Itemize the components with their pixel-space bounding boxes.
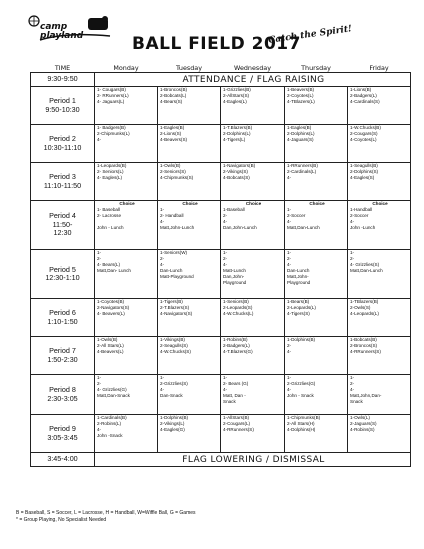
assignment-line: 4-Bobcats(S) (223, 175, 250, 180)
assignment-line: 2-T.Blazers(S) (160, 305, 190, 310)
period-row (31, 163, 411, 201)
assignment-line: John -Lunch (350, 225, 376, 230)
column-header-time: TIME (54, 64, 71, 72)
schedule-cell (95, 375, 158, 415)
period-time-line: Period 9 (49, 424, 76, 433)
period-row (31, 201, 411, 250)
period-time-line: Period 8 (49, 385, 76, 394)
assignment-line: 1-Lions(B) (350, 87, 372, 92)
assignment-line: 2-All Stars(H) (287, 421, 315, 426)
assignment-line: 4-Dolphins(H) (287, 427, 316, 432)
period-time-line: Period 2 (49, 134, 76, 143)
assignment-line: 2-Cougars(L) (223, 421, 251, 426)
assignment-line: 1-Leopards(B) (97, 163, 127, 168)
assignment-line: 4-Jaguars(S) (287, 137, 314, 142)
assignment-line: 1-T.Blazers(B) (223, 125, 253, 130)
assignment-line: 2-AllStars(S) (223, 93, 250, 98)
assignment-line: 4-Eagles(L) (223, 99, 247, 104)
assignment-line: Matt,Dan-Snack (97, 393, 130, 398)
assignment-line: 1-TBlazers(B) (350, 299, 379, 304)
page-title: BALL FIELD 2017 (132, 34, 301, 54)
schedule-cell (95, 415, 158, 453)
assignment-line: 4-Cardinals(S) (350, 99, 380, 104)
schedule-cell (221, 163, 285, 201)
assignment-line: 1-Beavers(B) (287, 87, 315, 92)
period-row (31, 375, 411, 415)
assignment-line: 4- Beavers(L) (97, 311, 125, 316)
assignment-line: 4- Jaguars(L) (97, 99, 125, 104)
period-time-cell (31, 87, 95, 125)
period-row (31, 125, 411, 163)
choice-label: Choice (245, 201, 262, 206)
period-row (31, 415, 411, 453)
choice-label: Choice (182, 201, 198, 206)
assignment-line: 4-Eagles(G) (160, 427, 185, 432)
assignment-line: 4- (287, 349, 292, 354)
assignment-line: 2-Owls(S) (350, 305, 371, 310)
schedule-cell (285, 87, 348, 125)
assignment-line: 4- Grizzlies(G) (97, 387, 127, 392)
period-time-line: Period 3 (49, 172, 76, 181)
assignment-line: 1- (287, 207, 292, 212)
schedule-cell (221, 299, 285, 337)
schedule-cell (221, 125, 285, 163)
assignment-line: 4- (287, 387, 292, 392)
period-time-line: 1:10-1:50 (47, 316, 78, 326)
schedule-cell (221, 250, 285, 299)
period-time-line: 2:30-3:05 (47, 393, 78, 403)
schedule-cell (348, 415, 411, 453)
assignment-line: 2-Seagulls(S) (160, 343, 188, 348)
assignment-line: 1-Owls(B) (160, 163, 181, 168)
schedule-cell (285, 250, 348, 299)
schedule-cell (285, 201, 348, 250)
assignment-line: Dan,John-Lunch (223, 225, 257, 230)
period-time-line: Period 5 (49, 264, 76, 274)
assignment-line: 1-Coyotes(B) (97, 299, 125, 304)
group-footnote: * = Group Playing, No Specialist Needed (16, 517, 107, 523)
assignment-line: 2-Grizzlies(S) (160, 381, 188, 386)
schedule-cell (285, 299, 348, 337)
assignment-line: 1-Grizzlies(B) (223, 87, 251, 92)
column-header-day: Thursday (301, 64, 331, 72)
assignment-line: Matt,John,Dan- (350, 393, 382, 398)
assignment-line: 4-W.Chucks(S) (160, 349, 191, 354)
assignment-line: 4-RRunners(S) (350, 349, 381, 354)
assignment-line: 4- (223, 387, 228, 392)
assignment-line: 2-Seniors(S) (160, 169, 186, 174)
assignment-line: Matt,Dan-Lunch (350, 268, 383, 273)
camp-logo (26, 14, 112, 44)
assignment-line: 1- (223, 250, 228, 255)
assignment-line: 2- (350, 256, 355, 261)
schedule-cell (95, 337, 158, 375)
assignment-line: 2-Soccer (287, 213, 306, 218)
assignment-line: 1- (160, 207, 165, 212)
assignment-line: 1-Baseball (223, 207, 245, 212)
assignment-line: 4-Tigers(S) (287, 311, 310, 316)
assignment-line: 4-W.Chucks(L) (223, 311, 254, 316)
schedule-cell (158, 337, 221, 375)
assignment-line: 2-Coyotes(L) (287, 93, 314, 98)
period-time-cell (31, 163, 95, 201)
assignment-line: 1- Badgers(B) (97, 125, 126, 130)
assignment-line: 1-Chipmunks(B) (287, 415, 321, 420)
period-time-line: 10:30-11:10 (43, 142, 82, 152)
assignment-line: 4- (287, 175, 292, 180)
assignment-line: 2-Dolphins(L) (287, 131, 315, 136)
assignment-line: 4-Beavers(L) (97, 349, 124, 354)
assignment-line: 2- (97, 256, 102, 261)
period-time-line: Period 1 (49, 96, 76, 105)
column-header-day: Friday (369, 64, 389, 72)
assignment-line: 2-Leopards(L) (287, 305, 316, 310)
assignment-line: Matt-Lunch (223, 268, 246, 273)
assignment-line: Playground (287, 280, 311, 285)
schedule-cell (158, 299, 221, 337)
assignment-line: 2- Bears (G) (223, 381, 249, 386)
schedule-cell (285, 163, 348, 201)
schedule-cell (95, 201, 158, 250)
activity-row (31, 73, 411, 87)
assignment-line: John - Lunch (97, 225, 124, 230)
assignment-line: 2-Lions(S) (160, 131, 182, 136)
assignment-line: 4- Grizzlies(S) (350, 262, 380, 267)
assignment-line: 1-W.Chucks(B) (350, 125, 381, 130)
schedule-cell (221, 337, 285, 375)
schedule-cell (348, 163, 411, 201)
choice-label: Choice (372, 201, 388, 206)
assignment-line: 1- Baseball (97, 207, 120, 212)
assignment-line: 1-Tigers(B) (160, 299, 183, 304)
period-time-cell (31, 299, 95, 337)
assignment-line: 1-Handball (350, 207, 373, 212)
period-time-cell (31, 125, 95, 163)
period-row (31, 87, 411, 125)
assignment-line: 2-Cardinals(L) (287, 169, 317, 174)
period-time-line: 9:50-10:30 (45, 104, 80, 114)
assignment-line: 1-RRunners(B) (287, 163, 318, 168)
schedule-cell (221, 415, 285, 453)
assignment-line: Dan-Snack (160, 393, 183, 398)
assignment-line: 1- (350, 250, 355, 255)
assignment-line: 2-Cougars(S) (350, 131, 378, 136)
assignment-line: 2- (97, 381, 102, 386)
assignment-line: 1-Dolphins(B) (160, 415, 189, 420)
assignment-line: Snack (223, 399, 236, 404)
assignment-line: Dan-Lunch (287, 268, 310, 273)
assignment-line: 1-AllStars(B) (223, 415, 250, 420)
assignment-line: 2-Leopards(S) (223, 305, 253, 310)
assignment-line: 2- Seniors(L) (97, 169, 124, 174)
assignment-line: 4- (160, 262, 165, 267)
assignment-line: John - Snack (287, 393, 314, 398)
period-time-line: Period 6 (49, 308, 76, 317)
schedule-cell (348, 87, 411, 125)
assignment-line: 2- Handball (160, 213, 184, 218)
assignment-line: 2-Chipmunks(L) (97, 131, 130, 136)
assignment-line: 1-Vikings(B) (160, 337, 185, 342)
assignment-line: 2-Badgers(L) (223, 343, 250, 348)
activity-row (31, 453, 411, 467)
schedule-cell (221, 201, 285, 250)
assignment-line: 4- (350, 387, 355, 392)
assignment-line: 1-Dolphins(B) (287, 337, 316, 342)
period-time-line: 12:30-1:10 (45, 273, 80, 282)
assignment-line: 2- (223, 256, 228, 261)
schedule-cell (221, 375, 285, 415)
assignment-line: 2-Vikings(S) (223, 169, 248, 174)
assignment-line: 4- (287, 262, 292, 267)
schedule-cell (158, 125, 221, 163)
assignment-line: 4- (287, 219, 292, 224)
period-time-cell (31, 337, 95, 375)
assignment-line: 2-Broncos(S) (350, 343, 378, 348)
schedule-cell (95, 125, 158, 163)
assignment-line: 4-Eagles(S) (350, 175, 375, 180)
schedule-cell (158, 87, 221, 125)
period-time-line: 12:30 (53, 228, 72, 238)
assignment-line: 2-Jaguars(S) (350, 421, 377, 426)
assignment-line: 4- Eagles(L) (97, 175, 123, 180)
schedule-cell (95, 299, 158, 337)
schedule-cell (348, 375, 411, 415)
assignment-line: 4-TBlazers(L) (287, 99, 315, 104)
logo-wordmark: camp playland (40, 22, 84, 41)
assignment-line: 4-Beavers(S) (160, 137, 188, 142)
assignment-line: 2- (287, 256, 292, 261)
period-time-line: Period 4 (49, 211, 76, 221)
assignment-line: Matt,John-Lunch (160, 225, 195, 230)
assignment-line: 4- (97, 427, 102, 432)
assignment-line: 4- (97, 137, 102, 142)
assignment-line: John -Snack (97, 433, 123, 438)
choice-label: Choice (119, 201, 135, 206)
schedule-cell (95, 163, 158, 201)
assignment-line: 2-All Stars(L) (97, 343, 124, 348)
schedule-cell (348, 201, 411, 250)
schedule-cell (95, 87, 158, 125)
assignment-line: 2- (287, 343, 292, 348)
assignment-line: 2-Bobcats(L) (160, 93, 187, 98)
choice-label: Choice (309, 201, 325, 206)
schedule-cell (285, 415, 348, 453)
period-time-cell (31, 375, 95, 415)
assignment-line: 4- (350, 219, 355, 224)
assignment-line: 4-Tigers(L) (223, 137, 246, 142)
assignment-line: 1-Seniors(W) (160, 250, 188, 255)
assignment-line: 4-Coyotes(L) (350, 137, 377, 142)
assignment-line: 2-Soccer (350, 213, 369, 218)
assignment-line: 4-RRunners(S) (223, 427, 254, 432)
assignment-line: 1- (223, 375, 228, 380)
period-time-cell (31, 415, 95, 453)
assignment-line: 1-Bears(B) (287, 299, 310, 304)
period-time-cell (31, 250, 95, 299)
schedule-cell (158, 163, 221, 201)
period-time-line: Period 7 (49, 346, 76, 355)
assignment-line: 4-Chipmunks(S) (160, 175, 194, 180)
assignment-line: Matt-Playground (160, 274, 194, 279)
assignment-line: 4-Bears(S) (160, 99, 183, 104)
schedule-cell (95, 250, 158, 299)
assignment-line: 1- Cougars(B) (97, 87, 126, 92)
period-time-line: 3:45-4:00 (47, 454, 78, 464)
assignment-line: 4-Navigators(S) (160, 311, 193, 316)
assignment-line: Matt,John- (287, 274, 309, 279)
assignment-line: Dan,John- (223, 274, 245, 279)
schedule-cell (285, 375, 348, 415)
column-header-day: Tuesday (176, 64, 202, 72)
schedule-cell (158, 415, 221, 453)
assignment-line: 1- (160, 375, 165, 380)
assignment-line: 4- (160, 219, 165, 224)
assignment-line: 1-Owls(L) (350, 415, 370, 420)
assignment-line: 1-Seagulls(B) (350, 163, 378, 168)
assignment-line: 2- (160, 256, 165, 261)
period-row (31, 299, 411, 337)
assignment-line: 1-Eagles(B) (287, 125, 312, 130)
schedule-cell (221, 87, 285, 125)
schedule-cell (158, 250, 221, 299)
assignment-line: 2-Badgers(L) (350, 93, 377, 98)
assignment-line: 4- (223, 262, 228, 267)
schedule-cell (158, 201, 221, 250)
assignment-line: 1- (287, 250, 292, 255)
assignment-line: 2-Dolphins(L) (223, 131, 251, 136)
period-time-cell (31, 201, 95, 250)
assignment-line: 1- (287, 375, 292, 380)
schedule-cell (348, 299, 411, 337)
assignment-line: 1-Seniors(B) (223, 299, 249, 304)
assignment-line: Matt,Dan-Lunch (287, 225, 320, 230)
assignment-line: 1-Cardinals(B) (97, 415, 127, 420)
column-header-day: Monday (113, 64, 139, 72)
period-time-line: 11:50- (52, 219, 73, 229)
assignment-line: Dan-Lunch (160, 268, 183, 273)
period-time-line: 11:10-11:50 (43, 180, 82, 190)
legend-footnote: B = Baseball, S = Soccer, L = Lacrosse, H = Handball, W=Wiffle Ball, G = Games (16, 510, 196, 516)
assignment-line: 1-Robins(B) (223, 337, 248, 342)
tagline: Catch the Spirit! (267, 24, 353, 46)
assignment-line: 4-Leopards(L) (350, 311, 379, 316)
assignment-line: 1-Broncos(B) (160, 87, 188, 92)
schedule-cell (158, 375, 221, 415)
assignment-line: 1-Owls(B) (97, 337, 118, 342)
all-day-activity: ATTENDANCE / FLAG RAISING (95, 73, 411, 87)
assignment-line: 1-Bobcats(B) (350, 337, 377, 342)
assignment-line: 2-Grizzlies(G) (287, 381, 316, 386)
period-time-line: 1:50-2:30 (47, 354, 78, 364)
assignment-line: 2- (350, 381, 355, 386)
assignment-line: Snack (350, 399, 363, 404)
schedule-cell (285, 125, 348, 163)
schedule-cell (348, 337, 411, 375)
header-row (31, 63, 411, 73)
assignment-line: 1-Navigators(B) (223, 163, 256, 168)
assignment-line: 2-Vikings(L) (160, 421, 185, 426)
assignment-line: 1- (97, 375, 102, 380)
assignment-line: Matt, Dan - (223, 393, 246, 398)
period-row (31, 337, 411, 375)
assignment-line: Playground (223, 280, 247, 285)
assignment-line: 2- Lacrosse (97, 213, 122, 218)
schedule-cell (285, 337, 348, 375)
period-time-cell (31, 73, 95, 87)
schedule-cell (348, 125, 411, 163)
assignment-line: 1- (350, 375, 355, 380)
assignment-line: 2-Robins(L) (97, 421, 121, 426)
assignment-line: Matt,Dan- Lunch (97, 268, 131, 273)
assignment-line: 2-Dolphins(S) (350, 169, 379, 174)
assignment-line: 1-Eagles(B) (160, 125, 185, 130)
schedule-table (30, 63, 411, 467)
assignment-line: 4- (223, 219, 228, 224)
assignment-line: 4-Robins(S) (350, 427, 375, 432)
assignment-line: 2- (223, 213, 228, 218)
assignment-line: 1- (97, 250, 102, 255)
period-row (31, 250, 411, 299)
column-header-day: Wednesday (234, 64, 271, 72)
period-time-line: 9:30-9:50 (47, 74, 78, 84)
schedule-cell (348, 250, 411, 299)
assignment-line: 4- (160, 387, 165, 392)
assignment-line: 2- RRunners(L) (97, 93, 129, 98)
assignment-line: 2-Navigators(S) (97, 305, 130, 310)
period-time-cell (31, 453, 95, 467)
all-day-activity: FLAG LOWERING / DISMISSAL (95, 453, 411, 467)
period-time-line: 3:05-3:45 (47, 432, 78, 442)
assignment-line: 4- Bears(L) (97, 262, 120, 267)
assignment-line: 4-T.Blazers(G) (223, 349, 253, 354)
